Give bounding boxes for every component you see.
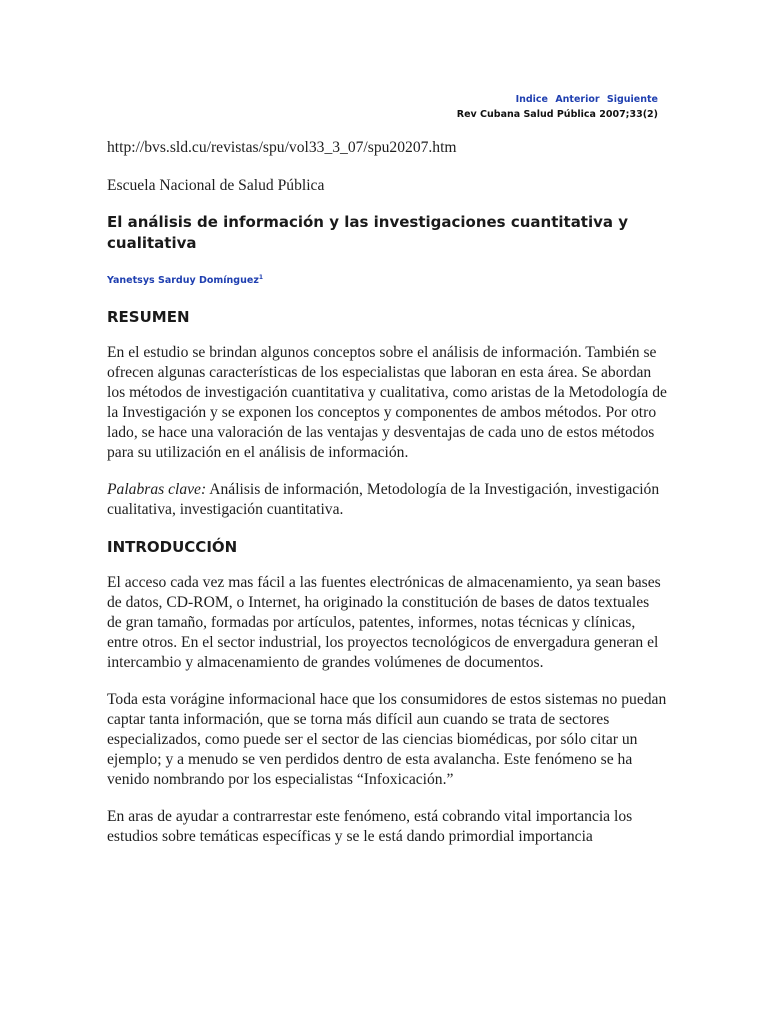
- resumen-paragraph: En el estudio se brindan algunos conceptos sobre el análisis de información. También se ofrecen algunas características de los especialistas que laboran en esta área. Se abordan los métodos de investigación cuantitativa y cualitativa, como aristas de la Metodología de la Investigación y se exponen los conceptos y componentes de ambos métodos. Por otro lado, se hace una valoración de las ventajas y desventajas de cada uno de estos métodos para su utilización en el análisis de información.: [107, 344, 667, 462]
- introduccion-heading: INTRODUCCIÓN: [107, 538, 238, 557]
- journal-citation: Rev Cubana Salud Pública 2007;33(2): [456, 109, 658, 120]
- nav-link-siguiente[interactable]: Siguiente: [606, 94, 658, 105]
- institution: Escuela Nacional de Salud Pública: [107, 177, 325, 194]
- author-line: [107, 268, 667, 291]
- article-body: [107, 138, 667, 864]
- source-url: http://bvs.sld.cu/revistas/spu/vol33_3_07/spu20207.htm: [107, 139, 457, 156]
- intro-paragraph-1: El acceso cada vez mas fácil a las fuentes electrónicas de almacenamiento, ya sean bases de datos, CD-ROM, o Internet, ha originado la constitución de bases de datos textuales de gran tamaño, formadas por artículos, patentes, informes, notas técnicas y clínicas, entre otros. En el sector industrial, los proyectos tecnológicos de envergadura generan el intercambio y almacenamiento de grandes volúmenes de documentos.: [107, 574, 661, 672]
- nav-links: [457, 92, 658, 107]
- keywords-label: Palabras clave:: [107, 481, 207, 499]
- keywords-paragraph: [107, 480, 667, 520]
- nav-link-anterior[interactable]: Anterior: [555, 94, 600, 105]
- article-title: El análisis de información y las investigaciones cuantitativa y cualitativa: [107, 213, 629, 252]
- keywords-text: Análisis de información, Metodología de la Investigación, investigación cualitativa, investigación cuantitativa.: [107, 481, 660, 519]
- author-footnote-marker[interactable]: 1: [258, 274, 264, 281]
- author-name: Yanetsys Sarduy Domínguez: [107, 275, 259, 287]
- intro-paragraph-2: Toda esta vorágine informacional hace que los consumidores de estos sistemas no puedan captar tanta información, que se torna más difícil aun cuando se trata de sectores especializados, como puede ser el sector de las ciencias biomédicas, por sólo citar un ejemplo; y a menudo se ven perdidos dentro de esta avalancha. Este fenómeno se ha venido nombrando por los especialistas “Infoxicación.”: [107, 691, 667, 789]
- journal-header: [457, 92, 658, 122]
- nav-link-indice[interactable]: Indice: [515, 94, 548, 105]
- resumen-heading: RESUMEN: [107, 308, 190, 327]
- intro-paragraph-3: En aras de ayudar a contrarrestar este fenómeno, está cobrando vital importancia los estudios sobre temáticas específicas y se le está dando primordial importancia: [107, 808, 633, 846]
